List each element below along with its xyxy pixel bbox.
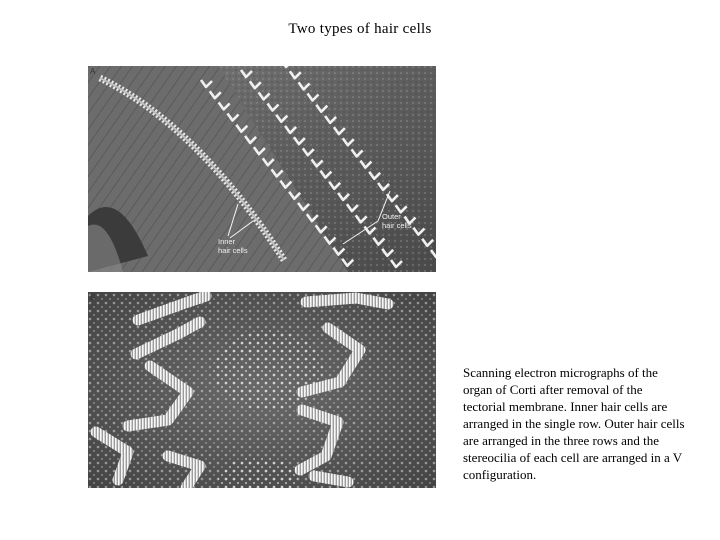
- figure-caption: Scanning electron micrographs of the organ of Corti after removal of the tectorial membrane. Inner hair cells are arranged in the single row. Outer hair cells are arranged in the three rows and the stereocilia of each cell are arranged in a V configuration.: [463, 365, 685, 482]
- micrograph-panel-a: [88, 66, 436, 272]
- panel-a-label: A: [90, 67, 96, 76]
- micrograph-figure: [88, 66, 436, 488]
- panel-b-image: [88, 292, 436, 488]
- inner-hair-cells-label-1: Inner: [218, 237, 236, 246]
- inner-hair-cells-label-2: hair cells: [218, 246, 248, 255]
- outer-hair-cells-label-2: hair cells: [382, 221, 412, 230]
- panel-b-label: B: [90, 293, 96, 302]
- panel-a-image: [88, 66, 436, 272]
- slide-title: Two types of hair cells: [288, 21, 432, 37]
- outer-hair-cells-label-1: Outer: [382, 212, 401, 221]
- micrograph-panel-b: [88, 292, 436, 488]
